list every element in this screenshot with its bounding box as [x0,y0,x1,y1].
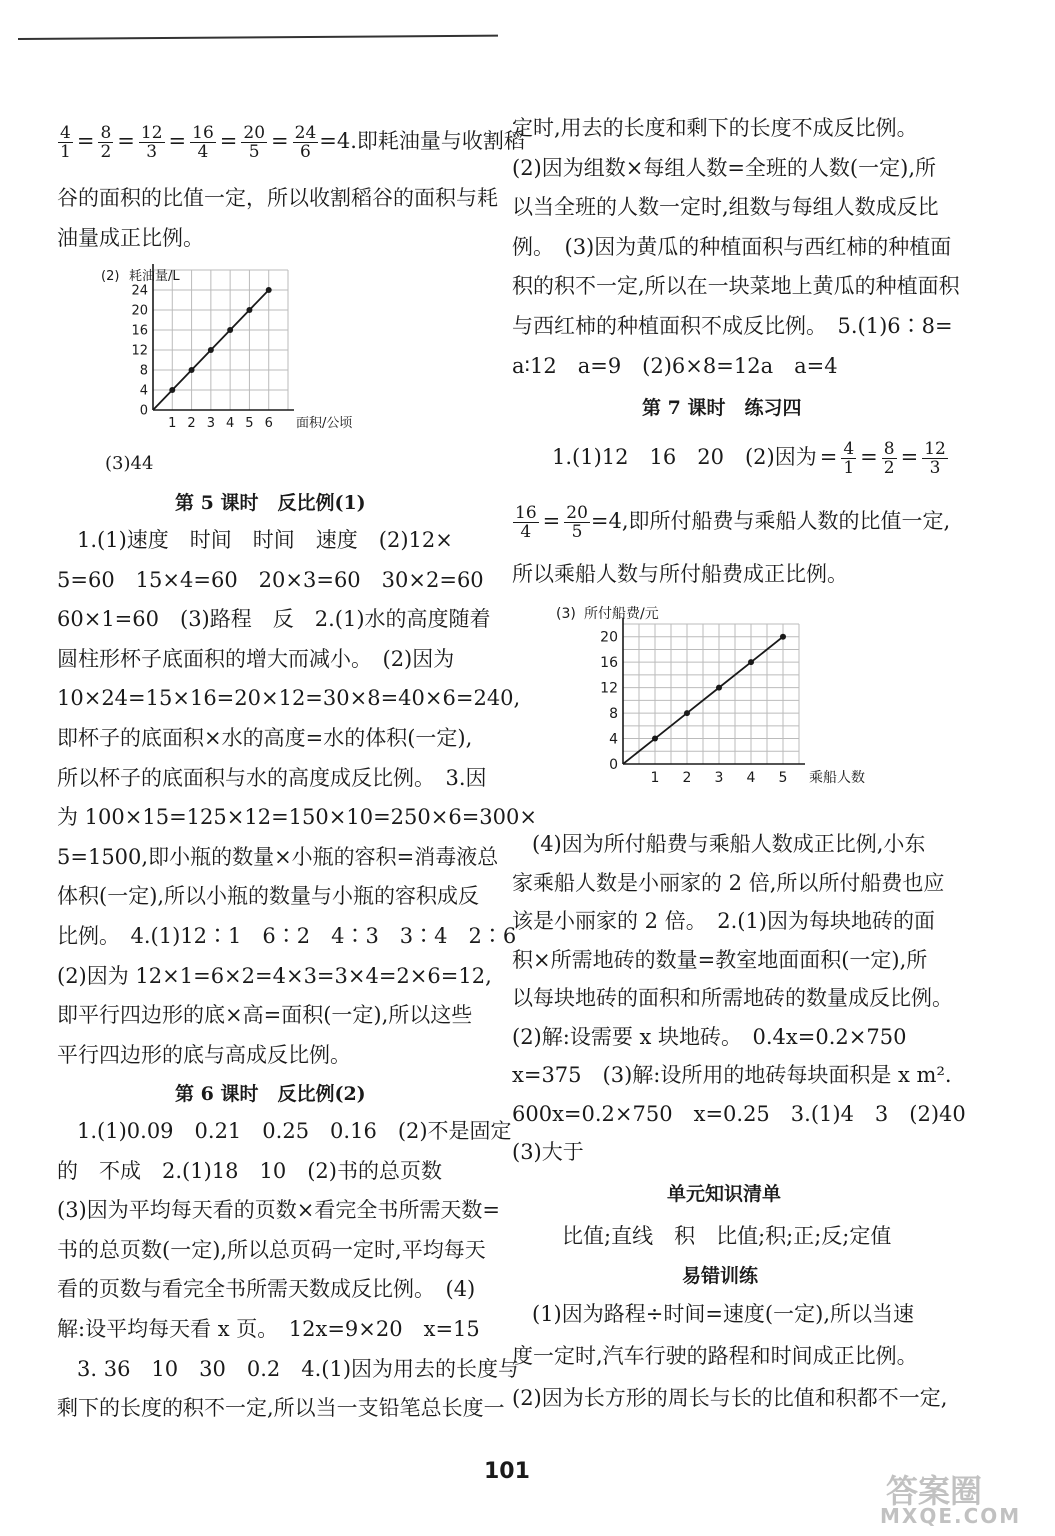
text-line: 10×24=15×16=20×12=30×8=40×6=240, [57,686,521,711]
x-tick-label: 4 [746,770,756,786]
y-tick-label: 12 [600,680,618,697]
text-line: 家乘船人数是小丽家的 2 倍,所以所付船费也应 [512,870,945,895]
y-tick-label: 16 [131,323,148,339]
text-line: 以每块地砖的面积和所需地砖的数量成反比例。 [512,986,953,1010]
fraction-tail: =4.即耗油量与收割稻 [319,129,525,153]
data-point [246,307,252,313]
s7-line2 [512,504,950,541]
data-point [652,736,658,742]
text-line: (3)大于 [512,1140,584,1164]
fraction [241,124,267,161]
text-line: 看的页数与看完全书所需天数成反比例。 (4) [57,1277,476,1302]
text-line: 解:设平均每天看 x 页。 12x=9×20 x=15 [57,1317,480,1341]
numerator: 24 [294,123,317,143]
text-line: 与西红柿的种植面积不成反比例。 5.(1)6∶8= [512,314,953,338]
fraction [293,124,319,161]
s7-line1-prefix: 1.(1)12 16 20 (2)因为 [552,445,817,469]
text-line: 油量成正比例。 [57,226,204,250]
equals-sign: = [860,445,878,469]
numerator: 12 [924,439,946,459]
text-line: 平行四边形的底与高成反比例。 [57,1042,351,1067]
denominator: 5 [248,142,260,162]
fraction-chain [57,123,319,162]
equals-sign: = [819,445,838,469]
section-7-title: 第 7 课时 练习四 [642,397,802,419]
numerator: 12 [140,123,163,143]
data-point [169,387,175,393]
fraction-chain-line [57,124,525,161]
denominator: 6 [300,142,311,162]
data-point [208,347,214,353]
answer-3: (3)44 [105,453,154,474]
numerator: 20 [566,503,588,523]
watermark-bottom: MXQE.COM [880,1504,1022,1528]
data-point [748,659,754,665]
y-tick-label: 0 [139,403,148,419]
denominator: 3 [146,142,158,162]
y-tick-label: 8 [609,706,618,723]
y-tick-label: 4 [609,731,618,748]
denominator: 2 [883,458,895,478]
y-tick-label: 24 [131,283,148,299]
fraction [882,440,897,477]
fuel-chart [93,264,393,449]
x-tick-label: 3 [714,770,724,786]
s7-fraction-chain-2 [512,503,591,542]
section-5-title: 第 5 课时 反比例(1) [175,492,366,514]
equals-sign: = [117,129,135,153]
denominator: 1 [843,458,855,478]
fraction [98,124,113,161]
text-line: (2)因为长方形的周长与长的比值和积都不一定, [512,1386,948,1410]
unit-line: 比值;直线 积 比值;积;正;反;定值 [562,1224,892,1248]
text-line: 谷的面积的比值一定，所以收割稻谷的面积与耗 [57,186,498,210]
s7-line1 [552,440,949,477]
chart-number-label: (3) [556,606,576,622]
data-point [780,634,786,640]
numerator: 16 [192,123,214,143]
fraction [58,124,73,161]
chart-number-label: (2) [101,269,120,284]
text-line: 积×所需地砖的数量=教室地面面积(一定),所 [512,947,928,972]
fraction [922,440,948,477]
equals-sign: = [542,509,561,533]
data-point [266,287,272,293]
numerator: 8 [100,123,112,143]
x-axis-label: 面积/公顷 [296,416,353,431]
denominator: 4 [520,522,532,542]
fare-chart-svg [548,602,888,817]
text-line: 60×1=60 (3)路程 反 2.(1)水的高度随着 [57,607,491,632]
text-line: (2)因为组数×每组人数=全班的人数(一定),所 [512,155,936,180]
text-line: 3. 36 10 30 0.2 4.(1)因为用去的长度与 [77,1356,520,1381]
equals-sign: = [219,129,238,153]
top-rule [18,35,498,40]
text-line: 1.(1)速度 时间 时间 速度 (2)12× [77,528,453,552]
y-tick-label: 0 [609,757,618,773]
text-line: 例。 (3)因为黄瓜的种植面积与西红柿的种植面 [512,234,952,259]
data-point [684,710,690,716]
denominator: 4 [197,142,209,162]
error-title: 易错训练 [682,1265,759,1287]
denominator: 1 [60,142,71,162]
text-line: 1.(1)0.09 0.21 0.25 0.16 (2)不是固定 [77,1119,512,1143]
numerator: 4 [843,439,855,459]
y-axis-label: 耗油量/L [129,269,180,284]
numerator: 8 [883,439,895,459]
data-point [227,327,233,333]
text-line: (2)因为 12×1=6×2=4×3=3×4=2×6=12, [57,963,492,988]
text-line: (2)解:设需要 x 块地砖。 0.4x=0.2×750 [512,1024,907,1049]
data-point [189,367,195,373]
x-tick-label: 5 [245,416,254,431]
fraction [190,124,216,161]
x-tick-label: 1 [650,770,660,786]
numerator: 4 [60,123,71,143]
watermark [860,1466,1040,1528]
y-tick-label: 12 [131,343,148,359]
fuel-chart-svg [93,264,393,444]
text-line: 5=1500,即小瓶的数量×小瓶的容积=消毒液总 [57,844,499,869]
denominator: 2 [100,142,112,162]
s7-fraction-chain-1 [817,439,949,478]
watermark-top: 答案圈 [886,1472,983,1510]
text-line: 书的总页数(一定),所以总页码一定时,平均每天 [57,1237,486,1262]
text-line: 所以杯子的底面积与水的高度成反比例。 3.因 [57,765,487,790]
text-line: 剩下的长度的积不一定,所以当一支铅笔总长度一 [57,1396,505,1421]
denominator: 5 [571,522,583,542]
equals-sign: = [76,129,95,153]
y-tick-label: 20 [600,629,618,646]
data-point [716,685,722,691]
x-tick-label: 3 [206,416,215,431]
text-line: 定时,用去的长度和剩下的长度不成反比例。 [512,116,918,140]
x-tick-label: 6 [264,416,273,431]
page-number: 101 [484,1459,530,1484]
unit-title: 单元知识清单 [667,1183,782,1205]
text-line: a∶12 a=9 (2)6×8=12a a=4 [512,353,838,378]
text-line: 为 100×15=125×12=150×10=250×6=300× [57,805,537,830]
section-6-title: 第 6 课时 反比例(2) [175,1083,366,1105]
text-line: x=375 (3)解:设所用的地砖每块面积是 x m². [512,1063,952,1087]
x-tick-label: 4 [226,416,235,431]
x-tick-label: 2 [682,770,692,786]
text-line: 以当全班的人数一定时,组数与每组人数成反比 [512,195,939,220]
y-tick-label: 4 [139,383,148,399]
s7-line3: 所以乘船人数与所付船费成正比例。 [512,562,848,586]
y-tick-label: 16 [600,655,618,672]
text-line: 度一定时,汽车行驶的路程和时间成正比例。 [512,1344,918,1368]
fraction [841,440,856,477]
text-line: 积的积不一定,所以在一块菜地上黄瓜的种植面积 [512,274,960,299]
fare-chart [548,602,888,822]
x-tick-label: 2 [187,416,196,431]
text-line: 该是小丽家的 2 倍。 2.(1)因为每块地砖的面 [512,909,935,933]
text-line: (3)因为平均每天看的页数×看完全书所需天数= [57,1198,500,1223]
equals-sign: = [900,445,919,469]
equals-sign: = [271,129,289,153]
y-tick-label: 20 [131,303,148,319]
text-line: 圆柱形杯子底面积的增大而减小。 (2)因为 [57,646,455,671]
x-tick-label: 1 [168,416,177,431]
text-line: 5=60 15×4=60 20×3=60 30×2=60 [57,567,484,592]
denominator: 3 [929,458,941,478]
fraction [139,124,165,161]
x-axis-label: 乘船人数 [809,770,865,786]
text-line: 比例。 4.(1)12∶1 6∶2 4∶3 3∶4 2∶6 [57,924,517,948]
text-line: 即杯子的底面积×水的高度=水的体积(一定), [57,726,473,750]
numerator: 16 [515,503,537,523]
x-tick-label: 5 [778,770,788,786]
text-line: 体积(一定),所以小瓶的数量与小瓶的容积成反 [57,884,480,909]
fraction [564,504,590,541]
s7-line2-tail: =4,即所付船费与乘船人数的比值一定, [590,509,951,533]
y-tick-label: 8 [139,363,148,379]
y-axis-label: 所付船费/元 [584,606,659,622]
numerator: 20 [243,123,266,143]
text-line: 即平行四边形的底×高=面积(一定),所以这些 [57,1003,473,1028]
text-line: (4)因为所付船费与乘船人数成正比例,小东 [532,832,926,856]
equals-sign: = [168,129,187,153]
text-line: 的 不成 2.(1)18 10 (2)书的总页数 [57,1158,442,1183]
fraction [513,504,539,541]
text-line: 600x=0.2×750 x=0.25 3.(1)4 3 (2)40 [512,1101,966,1126]
text-line: (1)因为路程÷时间=速度(一定),所以当速 [532,1302,914,1326]
